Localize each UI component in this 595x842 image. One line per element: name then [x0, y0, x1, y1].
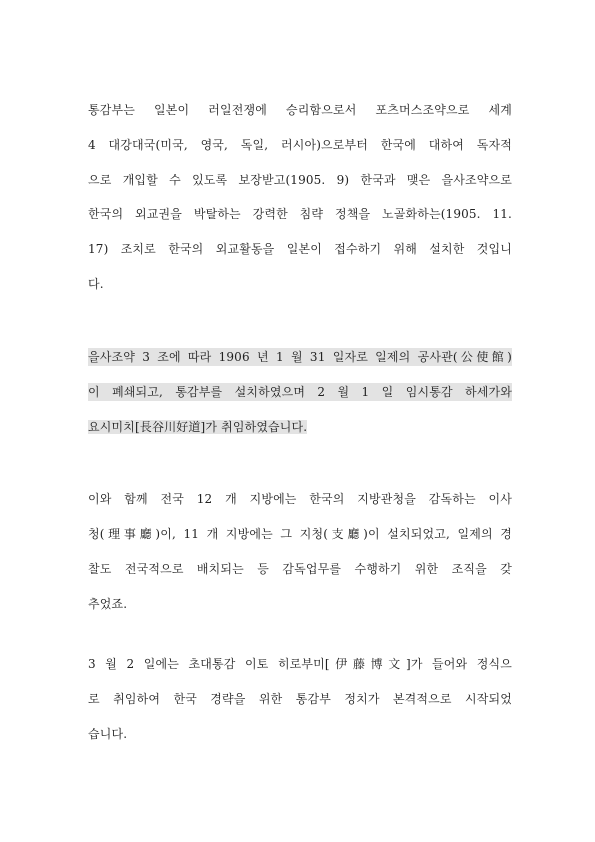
paragraph-line: 청(理事廳)이, 11 개 지방에는 그 지청(支廳)이 설치되었고, 일제의 경	[88, 527, 512, 541]
paragraph-line: 다.	[88, 276, 104, 291]
highlighted-line: 이 폐쇄되고, 통감부를 설치하였으며 2 월 1 일 임시통감 하세가와	[88, 385, 512, 399]
paragraph-line: 로 취임하여 한국 경략을 위한 통감부 정치가 본격적으로 시작되었	[88, 692, 512, 706]
highlighted-line: 을사조약 3 조에 따라 1906 년 1 월 31 일자로 일제의 공사관(公使館)	[88, 350, 512, 364]
paragraph-line: 이와 함께 전국 12 개 지방에는 한국의 지방관청을 감독하는 이사	[88, 492, 512, 506]
paragraph-line: 추었죠.	[88, 597, 128, 611]
paragraph-line: 한국의 외교권을 박탈하는 강력한 침략 정책을 노골화하는(1905. 11.	[88, 207, 512, 222]
paragraph-line: 17) 조치로 한국의 외교활동을 일본이 접수하기 위해 설치한 것입니	[88, 242, 512, 257]
paragraph-3	[88, 490, 512, 630]
paragraph-2-highlighted	[88, 348, 512, 453]
highlighted-line-wrapper	[88, 418, 512, 436]
paragraph-line: 습니다.	[88, 727, 128, 741]
paragraph-line: 통감부는 일본이 러일전쟁에 승리함으로서 포츠머스조약으로 세계	[88, 103, 512, 117]
paragraph-4	[88, 655, 512, 760]
highlighted-line: 요시미치[長谷川好道]가 취임하였습니다.	[88, 420, 308, 434]
paragraph-line: 3 월 2 일에는 초대통감 이토 히로부미[伊藤博文]가 들어와 정식으	[88, 657, 512, 671]
paragraph-line: 으로 개입할 수 있도록 보장받고(1905. 9) 한국과 맺은 을사조약으로	[88, 172, 512, 187]
paragraph-line: 찰도 전국적으로 배치되는 등 감독업무를 수행하기 위한 조직을 갖	[88, 562, 512, 576]
paragraph-line: 4 대강대국(미국, 영국, 독일, 러시아)으로부터 한국에 대하여 독자적	[88, 137, 512, 152]
paragraph-1	[88, 101, 512, 310]
